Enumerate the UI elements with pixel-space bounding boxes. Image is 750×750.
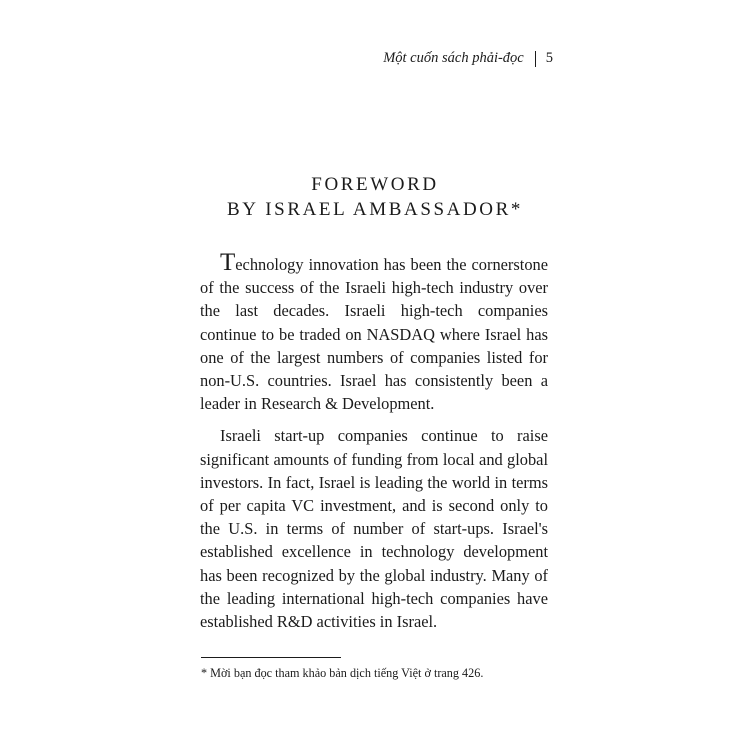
- running-head-separator: [535, 51, 536, 67]
- heading-line-1: FOREWORD: [311, 174, 439, 195]
- running-head: [383, 50, 553, 67]
- footnote: * Mời bạn đọc tham khảo bản dịch tiếng Việt ở trang 426.: [201, 666, 484, 680]
- paragraph-2: Israeli start-up companies continue to raise significant amounts of funding from local and global investors. In fact, Israel is leading the world in terms of per capita VC investment, and is second only to the U.S. in terms of number of start-ups. Israel's established excellence in technology development has been recognized by the global industry. Many of the leading international high-tech companies have established R&D activities in Israel.: [200, 426, 548, 632]
- chapter-heading: [200, 172, 550, 222]
- heading-line-2: BY ISRAEL AMBASSADOR*: [226, 199, 523, 220]
- drop-letter: T: [220, 249, 236, 276]
- paragraph-1-text: echnology innovation has been the cornerstone of the success of the Israeli high-tech industry over the last decades. Israeli high-tech companies continue to be traded on NASDAQ where Israel has one of the largest numbers of companies listed for non-U.S. countries. Israel has consistently been a leader in Research & Development.: [200, 255, 548, 414]
- body-text: [200, 249, 548, 633]
- paragraph-1: [200, 249, 548, 415]
- page-number: 5: [545, 50, 553, 66]
- footnote-rule: [201, 657, 341, 658]
- running-head-title: Một cuốn sách phải-đọc: [383, 50, 524, 66]
